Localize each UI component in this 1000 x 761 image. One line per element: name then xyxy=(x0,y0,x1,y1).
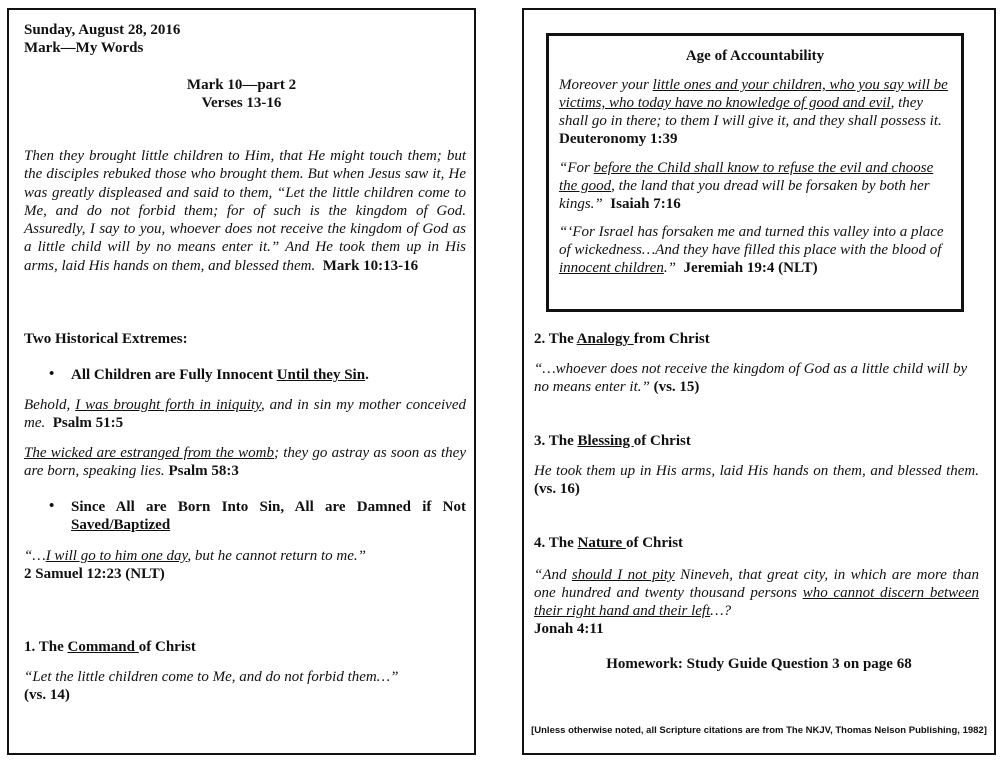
homework: Homework: Study Guide Question 3 on page 68 xyxy=(606,656,912,672)
quote-text: “Let the little children come to Me, and do not forbid them…” xyxy=(24,669,399,685)
main-passage xyxy=(24,147,466,275)
bullet-text-underlined: Saved/Baptized xyxy=(71,517,171,533)
psalm-51-quote xyxy=(24,396,466,432)
point-text: 4. The xyxy=(534,535,578,551)
quote-ref: Psalm 51:5 xyxy=(52,415,124,431)
point-text: of Christ xyxy=(633,433,691,449)
quote-text: , and in sin my mother conceived me. xyxy=(24,397,466,431)
point-text: from Christ xyxy=(633,331,710,347)
quote-text: “And xyxy=(534,567,572,583)
point-3-quote xyxy=(534,462,979,498)
quote-text: Moreover your xyxy=(559,77,653,93)
samuel-quote xyxy=(24,547,466,583)
point-text: of Christ xyxy=(625,535,684,551)
point-text: 3. The xyxy=(534,433,578,449)
quote-underlined: I will go to him one day xyxy=(45,548,188,564)
bullet-text: . xyxy=(365,367,369,383)
quote-underlined: before the Child shall know to refuse the evil and choose the good xyxy=(559,160,934,194)
point-2-quote xyxy=(534,360,979,396)
jeremiah-quote xyxy=(559,223,953,277)
deuteronomy-quote xyxy=(559,76,953,148)
quote-underlined: The wicked are estranged from the womb xyxy=(24,445,274,461)
series-title: Mark—My Words xyxy=(24,40,144,56)
quote-ref: Jonah 4:11 xyxy=(534,621,604,637)
bullet-marker: • xyxy=(49,366,55,382)
point-2-heading xyxy=(534,330,710,348)
point-1-heading xyxy=(24,638,196,656)
quote-underlined: should I not pity xyxy=(571,567,675,583)
quote-text: , the land that you dread will be forsaken by both her kings.” xyxy=(559,178,930,212)
bullet-innocent xyxy=(71,366,466,384)
point-1-quote xyxy=(24,668,466,704)
date: Sunday, August 28, 2016 xyxy=(24,22,181,38)
right-page xyxy=(522,8,996,755)
quote-text: .” xyxy=(663,260,676,276)
quote-underlined: little ones and your children, who you say will be victims, who today have no knowledge of good and evil xyxy=(559,77,948,111)
quote-ref: (vs. 15) xyxy=(653,379,700,395)
point-3-heading xyxy=(534,432,691,450)
isaiah-quote xyxy=(559,159,953,213)
bullet-marker: • xyxy=(49,498,55,514)
jonah-quote-text xyxy=(534,566,979,620)
quote-ref: (vs. 14) xyxy=(24,687,70,703)
quote-text: “… xyxy=(24,548,46,564)
quote-text: , they shall go in there; to them I will give it, and they shall possess it. xyxy=(559,95,942,129)
lesson-verses: Verses 13-16 xyxy=(201,95,282,111)
psalm-58-quote xyxy=(24,444,466,480)
header xyxy=(24,21,464,57)
quote-text: …? xyxy=(710,603,732,619)
quote-underlined: who cannot discern between their right hand and their left xyxy=(534,585,979,619)
quote-text: Nineveh, that great city, in which are more than one hundred and twenty thousand persons xyxy=(534,567,979,601)
quote-text: “‘For Israel has forsaken me and turned this valley into a place of wickedness…And they have filled this place with the blood of xyxy=(559,224,944,258)
left-page xyxy=(7,8,476,755)
quote-ref: Jeremiah 19:4 (NLT) xyxy=(683,260,818,276)
quote-text: “For xyxy=(559,160,594,176)
lesson-title: Mark 10—part 2 xyxy=(186,77,297,93)
point-text: 2. The xyxy=(534,331,577,347)
point-text-underlined: Command xyxy=(67,639,139,655)
main-passage-ref: Mark 10:13-16 xyxy=(322,257,419,274)
box-title: Age of Accountability xyxy=(685,48,825,64)
samuel-ref: 2 Samuel 12:23 (NLT) xyxy=(24,566,165,582)
quote-text: ; they go astray as soon as they are born, speaking lies. xyxy=(24,445,466,479)
quote-text: Behold, xyxy=(24,397,76,413)
samuel-quote-text xyxy=(24,547,466,565)
age-of-accountability-box xyxy=(546,33,964,312)
quote-ref: Psalm 58:3 xyxy=(168,463,239,479)
point-text-underlined: Analogy xyxy=(576,331,634,347)
quote-ref: Deuteronomy 1:39 xyxy=(559,131,678,147)
extremes-heading: Two Historical Extremes: xyxy=(24,331,188,347)
quote-ref: (vs. 16) xyxy=(534,481,580,497)
quote-text: “…whoever does not receive the kingdom of God as a little child will by no means enter it.” xyxy=(534,361,968,395)
bullet-text: All Children are Fully Innocent xyxy=(71,367,277,383)
main-passage-text: Then they brought little children to Him, that He might touch them; but the disciples rebuked those who brought them. But when Jesus saw it, He was greatly displeased and said to them, “Let the little children come to Me, and do not forbid them; for of such is the kingdom of God. Assuredly, I say to you, whoever does not receive the kingdom of God as a little child will by no means enter it.” And He took them up in His arms, laid His hands on them, and blessed them. xyxy=(24,148,466,274)
jonah-quote xyxy=(534,566,979,638)
quote-text: , but he cannot return to me.” xyxy=(187,548,366,564)
quote-underlined: innocent children xyxy=(559,260,664,276)
point-text: of Christ xyxy=(138,639,196,655)
bullet-damned xyxy=(71,498,466,534)
point-text-underlined: Blessing xyxy=(577,433,634,449)
point-4-heading xyxy=(534,534,683,552)
bullet-text-underlined: Until they Sin xyxy=(276,367,366,383)
lesson-heading xyxy=(9,76,474,112)
point-text: 1. The xyxy=(24,639,68,655)
point-text-underlined: Nature xyxy=(577,535,626,551)
quote-ref: Isaiah 7:16 xyxy=(610,196,681,212)
quote-underlined: I was brought forth in iniquity xyxy=(75,397,261,413)
footnote: [Unless otherwise noted, all Scripture citations are from The NKJV, Thomas Nelson Publishing, 1982] xyxy=(531,725,987,736)
quote-text: He took them up in His arms, laid His hands on them, and blessed them. xyxy=(534,463,979,479)
bullet-text: Since All are Born Into Sin, All are Damned if Not xyxy=(71,499,466,515)
